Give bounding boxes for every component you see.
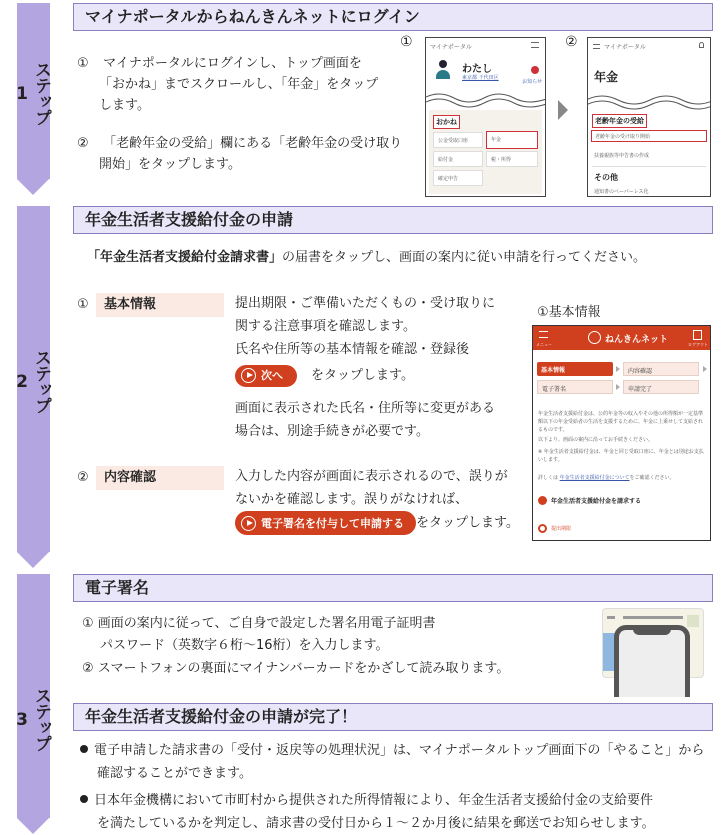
tag-naiyou-kakunin: 内容確認 (96, 466, 224, 490)
menu-icon[interactable] (539, 331, 548, 338)
sign-and-apply-button[interactable]: 電子署名を付与して申請する (235, 511, 416, 535)
bell-icon (699, 42, 704, 48)
step2-label: ステップ 2 (12, 349, 51, 413)
step3-arrow (12, 574, 51, 818)
progress-step-3: 電子署名 (537, 380, 613, 394)
esign-item1: ① 画面の案内に従って、ご自身で設定した署名用電子証明書 パスワード（英数字６桁～16桁）を入力します。 (82, 616, 436, 653)
item1-marker: ① (77, 297, 89, 312)
wave-break (587, 90, 711, 112)
request-action[interactable]: 年金生活者支援給付金を請求する (538, 496, 641, 505)
step2-intro: 「年金生活者支援給付金請求書」の届書をタップし、画面の案内に従い申請を行ってください。 (87, 250, 647, 265)
progress-step-1: 基本情報 (537, 362, 613, 376)
step1-item1: ① マイナポータルにログインし、トップ画面を 「おかね」までスクロールし、「年金」をタップ します。 (77, 56, 379, 113)
progress-step-2: 内容確認 (623, 362, 699, 376)
smartphone-image (614, 625, 690, 697)
tile-kakutei: 確定申告 (433, 170, 483, 186)
play-icon (241, 516, 256, 531)
screen1-marker: ① (400, 34, 413, 50)
play-icon (241, 368, 256, 383)
item2-text: 入力した内容が画面に表示されるので、誤りが ないかを確認します。誤りがなければ、 電子署名を付与して申請する をタップします。 (235, 465, 525, 535)
logout-icon[interactable] (693, 330, 702, 340)
item2-marker: ② (77, 470, 89, 485)
row-rourei-start: 老齢年金の受け取り開始 (591, 130, 707, 142)
menu-icon (593, 44, 600, 49)
nenkin-logo-icon (588, 331, 601, 344)
bullet-dot (80, 745, 88, 753)
step1-arrow (12, 3, 51, 179)
screen-caption: ①基本情報 (537, 305, 601, 320)
bullet-dot (80, 795, 88, 803)
info-link[interactable]: 年金生活者支援給付金について (559, 475, 630, 481)
step1-item2: ② 「老齢年金の受給」欄にある「老齢年金の受け取り 開始」をタップします。 (77, 136, 403, 172)
menu-icon (531, 42, 539, 48)
avatar (436, 60, 450, 80)
screen2-marker: ② (565, 34, 578, 50)
screen2-nenkin-page: マイナポータル 年金 老齢年金の受給 老齢年金の受け取り開始 扶養親族等申告書の作成 その他 通知書のペーパーレス化 (587, 37, 711, 197)
bullet-2: 日本年金機構において市町村から提供された所得情報により、年金生活者支援給付金の支給要件 を満たしているかを判定し、請求書の受付日から１～２か月後に結果を郵送でお知らせします。 (80, 789, 720, 835)
deadline-link[interactable]: 提出期限 (538, 524, 571, 533)
step3-label: ステップ 3 (12, 687, 51, 751)
tile-zei: 税・所得 (486, 151, 538, 167)
tile-koukin: 公金受取口座 (433, 132, 483, 148)
notification-icon (531, 66, 539, 74)
step1-label: ステップ 1 (12, 61, 51, 125)
step3-heading-esign: 電子署名 (73, 574, 713, 602)
circle-icon (538, 524, 547, 533)
phone-notch (633, 628, 671, 635)
nenkin-net-screen: メニュー ねんきんネット ログアウト 基本情報 内容確認 電子署名 申請完了 年金生活者支援給付金は、公的年金等の収入やその他の所得額が一定基準額以下の年金受給者の生活を支援するために、年金に上乗せして支給されるものです。 以下より、画面の案内に沿ってお手続きください。 ※ 年金生活者支援給付金は、年金と同じ受取口座に、年金とは別途お支払いします。 詳しくは 年金生活者支援給付金についてをご確認ください。 年金生活者支援給付金を請求する 提出期限 (532, 325, 711, 541)
next-button[interactable]: 次へ (235, 365, 297, 387)
tag-kihon-jouhou: 基本情報 (96, 293, 224, 317)
okane-label: おかね (433, 115, 460, 129)
tile-kyufukin: 給付金 (433, 151, 483, 167)
progress-step-4: 申請完了 (623, 380, 699, 394)
step2-arrow (12, 206, 51, 552)
checklist-icon (538, 496, 547, 505)
step2-heading: 年金生活者支援給付金の申請 (73, 206, 713, 234)
item1-text: 提出期限・ご準備いただくもの・受け取りに 関する注意事項を確認します。 氏名や住所等の基本情報を確認・登録後 次へ をタップします。 画面に表示された氏名・住所等に変更がある 場合は、別途手続きが必要です。 (235, 296, 496, 439)
tile-nenkin: 年金 (486, 131, 538, 149)
screen1-mynaportal-top: マイナポータル わたし 東京都 千代田区 お知らせ おかね 公金受取口座 年金 給付金 税・所得 確定申告 (425, 37, 546, 197)
step1-heading: マイナポータルからねんきんネットにログイン (73, 3, 713, 31)
next-arrow-icon (558, 100, 568, 120)
bullet-1: 電子申請した請求書の「受付・返戻等の処理状況」は、マイナポータルトップ画面下の「やること」から 確認することができます。 (80, 739, 720, 785)
esign-item2: ② スマートフォンの裏面にマイナンバーカードをかざして読み取ります。 (82, 661, 510, 676)
wave-break (425, 88, 546, 110)
step3-heading-complete: 年金生活者支援給付金の申請が完了！ (73, 703, 713, 731)
